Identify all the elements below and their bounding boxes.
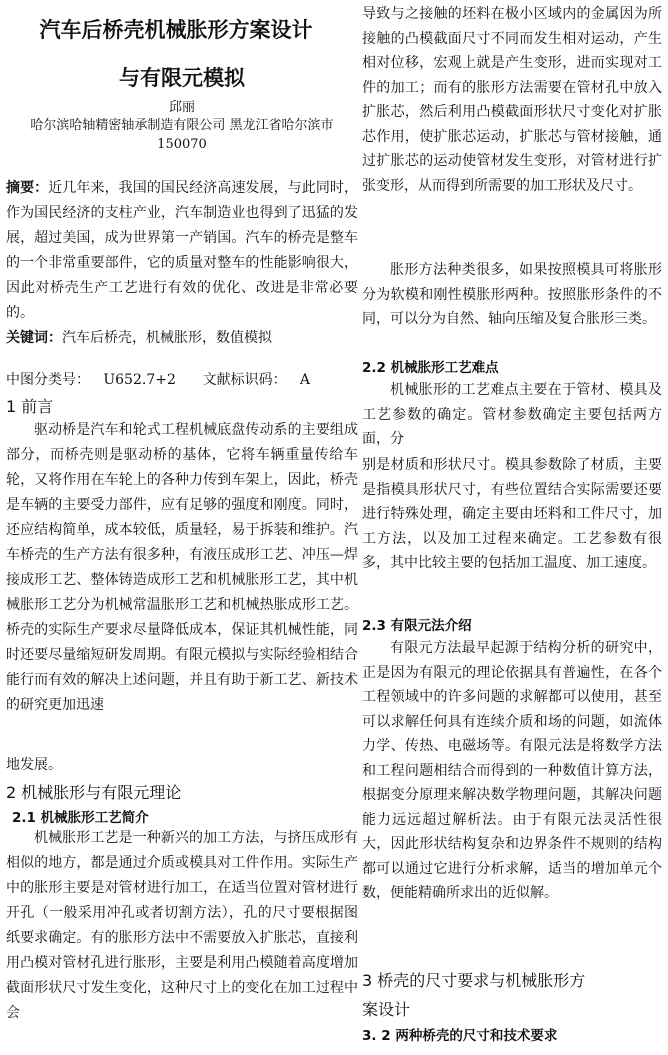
section-2-3-paragraph: 有限元方法最早起源于结构分析的研究中，正是因为有限元的理论依据具有普遍性，在各个工程领域中的许多问题的求解都可以使用，甚至可以求解任何具有连续介质和场的问题，如流体力学、传热、电磁场等。有限元法是将数学方法和工程问题相结合而得到的一种数值计算方法，根据变分原理来解决数学物理问题，其解决问题能力远远超过解析法。由于有限元法灵活性很大，因此形状结构复杂和边界条件不规则的结构都可以通过它进行分析求解，适当的增加单元个数，便能精确所求出的近似解。 (362, 640, 662, 901)
keywords-label: 关键词： (6, 330, 62, 346)
affiliation-line1: 哈尔滨哈轴精密轴承制造有限公司 黑龙江省哈尔滨市 (30, 118, 334, 133)
section-3-2-heading: 3. 2 两种桥壳的尺寸和技术要求 (362, 1028, 558, 1044)
section-2-1-heading: 2.1 机械胀形工艺简介 (12, 810, 149, 826)
section-2-2-paragraph-a: 机械胀形的工艺难点主要在于管材、模具及工艺参数的确定。管材参数确定主要包括两方面，分 (362, 382, 662, 447)
section-2-3-heading: 2.3 有限元法介绍 (362, 618, 472, 634)
section-1-paragraph: 驱动桥是汽车和轮式工程机械底盘传动系的主要组成部分，而桥壳则是驱动桥的基体，它将车辆重量传给车轮，又将作用在车轮上的各种力传到车架上，因此，桥壳是车辆的主要受力部件，应有足够的强度和刚度。同时，还应结构简单，成本较低，质量轻，易于拆装和维护。汽车桥壳的生产方法有很多种，有液压成形工艺、冲压—焊接成形工艺、整体铸造成形工艺和机械胀形工艺，其中机械胀形工艺分为机械常温胀形工艺和机械热胀成形工艺。桥壳的实际生产要求尽量降低成本，保证其机械性能，同时还要尽量缩短研发周期。有限元模拟与实际经验相结合能行而有效的解决上述问题，并且有助于新工艺、新技术的研究更加迅速 (6, 422, 358, 713)
section-3-heading (362, 968, 662, 1020)
section-2-2-heading: 2.2 机械胀形工艺难点 (362, 360, 499, 376)
section-2-1-paragraph-2: 胀形方法种类很多，如果按照模具可将胀形分为软模和刚性模胀形两种。按照胀形条件的不同，可以分为自然、轴向压缩及复合胀形三类。 (362, 262, 662, 327)
section-1-paragraph-end: 地发展。 (6, 757, 62, 773)
classification-line: 中图分类号： U652.7+2 文献标识码： A (6, 372, 311, 388)
paper-title-line1: 汽车后桥壳机械胀形方案设计 (39, 18, 313, 42)
section-2-2-paragraph-b: 别是材质和形状尺寸。模具参数除了材质，主要是指模具形状尺寸，有些位置结合实际需要还要进行特殊处理，确定主要由坯料和工件尺寸，加工方法，以及加工过程来确定。工艺参数有很多，其中比较主要的包括加工温度、加工速度。 (362, 457, 662, 571)
section-3-heading-line2: 案设计 (362, 1000, 411, 1019)
author-name: 邱丽 (168, 100, 195, 115)
abstract (6, 176, 358, 326)
section-2-1-continued: 导致与之接触的坯料在极小区域内的金属因为所接触的凸模截面尺寸不同而发生相对运动，产生相对位移，宏观上就是产生变形，进而实现对工件的加工；而有的胀形方法需要在管材孔中放入扩胀芯，然后利用凸模截面形状尺寸变化对扩胀芯作用，使扩胀芯运动，扩胀芯与管材接触，通过扩胀芯的运动使管材发生变形，对管材进行扩张变形，从而得到所需要的加工形状及尺寸。 (362, 6, 662, 194)
paper-title-line2: 与有限元模拟 (119, 66, 245, 90)
section-3-heading-line1: 3 桥壳的尺寸要求与机械胀形方 (362, 971, 586, 990)
affiliation (6, 116, 358, 154)
section-2-1-paragraph: 机械胀形工艺是一种新兴的加工方法，与挤压成形有相似的地方，都是通过介质或模具对工件作用。实际生产中的胀形主要是对管材进行加工，在适当位置对管材进行开孔（一般采用冲孔或者切割方法），孔的尺寸要根据图纸要求确定。有的胀形方法中不需要放入扩胀芯，直接利用凸模对管材孔进行胀形，主要是利用凸模随着高度增加截面形状尺寸发生变化，这种尺寸上的变化在加工过程中会 (6, 830, 358, 1021)
section-1-heading: 1 前言 (6, 397, 54, 416)
abstract-text: 近几年来，我国的国民经济高速发展，与此同时，作为国民经济的支柱产业，汽车制造业也得到了迅猛的发展，超过美国，成为世界第一产销国。汽车的桥壳是整车的一个非常重要部件，它的质量对整车的性能影响很大，因此对桥壳生产工艺进行有效的优化、改进是非常必要的。 (6, 180, 358, 321)
affiliation-postcode: 150070 (157, 137, 207, 152)
keywords (6, 326, 358, 351)
keywords-text: 汽车后桥壳，机械胀形，数值模拟 (62, 330, 272, 346)
section-2-heading: 2 机械胀形与有限元理论 (6, 783, 182, 802)
abstract-label: 摘要： (6, 180, 49, 196)
